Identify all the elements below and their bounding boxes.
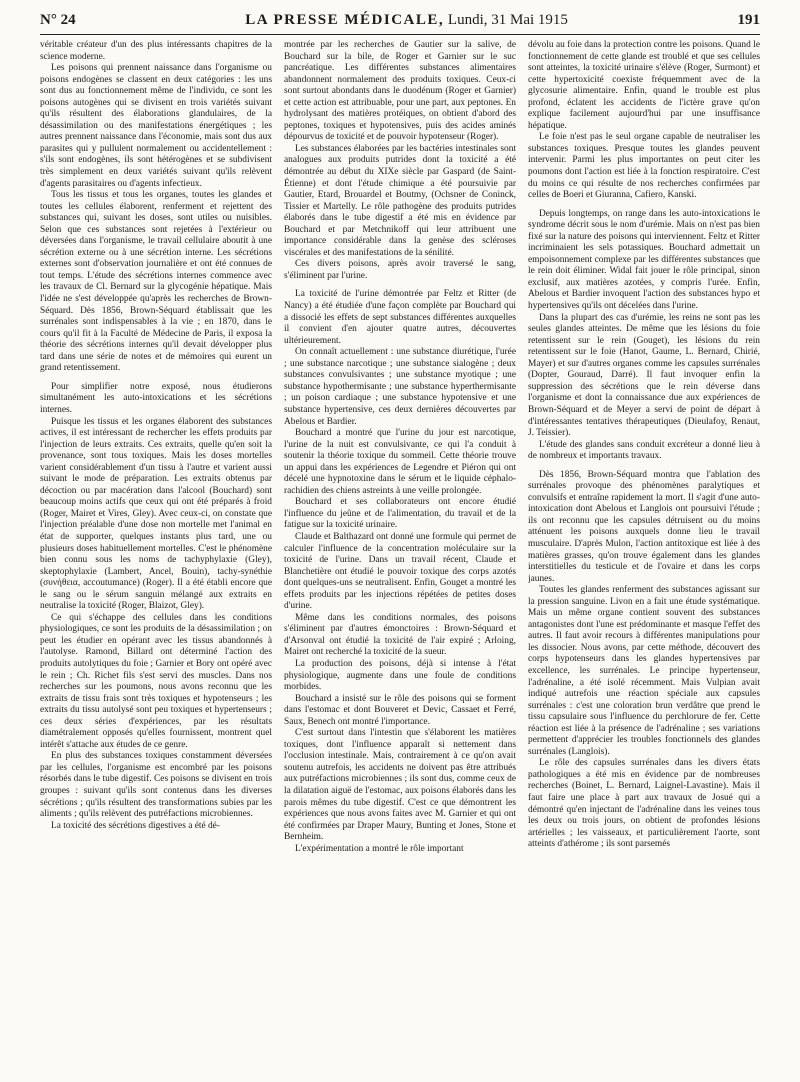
running-title [245,12,568,29]
paragraph: Le rôle des capsules surrénales dans les divers états pathologiques a été mis en évidence par de nombreuses recherches (Boinet, L. Bernard, Laignel-Lavastine). Mais il faut faire une place à part aux travaux de Josué qui a démontré qu'en injectant de l'adrénaline dans les veines tous les deux ou trois jours, on obtient de profondes lésions artérielles ; les vaisseaux, et particulièrement l'aorte, sont atteints d'athérome ; ils sont parsemés [528,758,760,850]
paragraph: L'expérimentation a montré le rôle important [295,843,464,854]
paragraph: Puisque les tissus et les organes élaborent des substances actives, il est intéressant de rechercher les effets produits par l'injection de leurs extraits. Ces extraits, quelle qu'en soit la provenance, sont tous toxiques. Mais les doses mortelles varient considérablement d'un tissu à l'autre et varient aussi suivant le mode de préparation. Les extraits obtenus par décoction ou par macération dans l'alcool (Bouchard) sont beaucoup moins actifs que ceux qui ont été préparés à froid (Roger, Mairet et Vires, Gley). Avec ceux-ci, on constate que l'injection préalable d'une dose non mortelle met l'animal en état de supporter, quelques instants plus tard, une ou plusieurs doses habituellement mortelles. C'est le phénomène bien connu sous les noms de tachyphylaxie (Gley), skeptophylaxie (Lambert, Ancel, Bouin), tachy-synéthie (συνήθεια, accoutumance) (Roger). Il a été établi encore que le sang ou le sérum sanguin mélangé aux extraits en neutralise la toxicité (Roger, Blaizot, Gley). [40,416,272,612]
paragraph: Claude et Balthazard ont donné une formule qui permet de calculer l'influence de la concentration moléculaire sur la toxicité de l'urine. Dans un travail récent, Claude et Blanchetière ont étudié le pouvoir toxique des corps azotés dont quelques-uns se neutralisent. Enfin, Gouget a montré les effets produits par les injections répétées de petites doses d'urine. [284,531,516,612]
issue-number: N° 24 [40,12,76,28]
paragraph: Bouchard a insisté sur le rôle des poisons qui se forment dans l'estomac et dont Bouveret et Devic, Cassaet et Ferré, Saux, Benech ont montré l'importance. [284,693,516,727]
paragraph: Depuis longtemps, on range dans les auto-intoxications le syndrome décrit sous le nom d'urémie. Mais on n'est pas bien fixé sur la nature des poisons qui interviennent. Feltz et Ritter incriminaient les sels potassiques. Bouchard admettait un empoisonnement complexe par les différentes substances que le rein doit éliminer. Widal fait jouer le rôle principal, sinon exclusif, aux matières azotées, y compris l'urée. Enfin, Abelous et Bardier invoquent l'action des substances hypo et hypertensives qu'ils ont décelées dans l'urine. [528,208,760,312]
paragraph: Même dans les conditions normales, des poisons s'éliminent par d'autres émonctoires : Brown-Séquard et d'Arsonval ont étudié la toxicité de l'air expiré ; Arloing, Mairet ont recherché la toxicité de la sueur. [284,612,516,658]
column-3 [528,40,760,1074]
paragraph: montrée par les recherches de Gautier sur la salive, de Bouchard sur la bile, de Roger et Garnier sur le suc pancréatique. Les différentes substances alimentaires abandonnent normalement des produits toxiques. Ceux-ci sont surtout abondants dans le duodénum (Roger et Garnier) et cette action est attribuable, pour une part, aux peptones. En hydrolysant des matières protéiques, on obtient d'abord des peptones, toxiques et hypotensives, puis des acides aminés dépourvus de toxicité et de pouvoir hypotenseur (Roger). [284,40,516,143]
paragraph: La toxicité des sécrétions digestives a été dé- [51,820,220,831]
paragraph: Tous les tissus et tous les organes, toutes les glandes et toutes les cellules élaborent, renferment et rejettent des substances qui, suivant les doses, sont utiles ou nuisibles. Selon que ces substances sont rejetées à l'extérieur ou déversées dans l'organisme, le travail cellulaire aboutit à une sécrétion externe ou à une sécrétion interne. Les sécrétions externes sont d'observation journalière et ont été connues de tout temps. L'étude des sécrétions internes commence avec les travaux de Cl. Bernard sur la glycogénie hépatique. Mais l'idée ne s'est développée qu'après les recherches de Brown-Séquard. Dès 1856, Brown-Séquard établissait que les surrénales sont indispensables à la vie ; en 1870, dans le cours qu'il fit à la Faculté de Médecine de Paris, il exposa la théorie des sécrétions internes qu'il devait développer plus tard dans une série de notes et de mémoires qui eurent un grand retentissement. [40,190,272,374]
paragraph: Bouchard a montré que l'urine du jour est narcotique, l'urine de la nuit est convulsivante, ce qui l'a conduit à soutenir la théorie toxique du sommeil. Cette théorie trouve un appui dans les expériences de Legendre et Piéron qui ont décelé une hypnotoxine dans le sérum et le liquide céphalo-rachidien des chiens astreints à une veille prolongée. [284,428,516,496]
paragraph: Dès 1856, Brown-Séquard montra que l'ablation des surrénales provoque des phénomènes paralytiques et convulsifs et entraîne rapidement la mort. Il s'agit d'une auto-intoxication dont Abelous et Langlois ont poursuivi l'étude ; ils ont reconnu que les capsules détruisent ou du moins atténuent les poisons auxquels donne lieu le travail musculaire. D'après Mulon, l'action antitoxique est liée à des matières grasses, qu'on trouve également dans les glandes interstitielles du testicule et de l'ovaire et dans les corps jaunes. [528,469,760,584]
paragraph: L'étude des glandes sans conduit excréteur a donné lieu à de nombreux et importants travaux. [528,439,760,462]
paragraph: véritable créateur d'un des plus intéressants chapitres de la science moderne. [40,40,272,62]
paragraph: La production des poisons, déjà si intense à l'état physiologique, augmente dans une foule de conditions morbides. [284,658,516,693]
page-number: 191 [737,12,760,28]
paragraph: On connaît actuellement : une substance diurétique, l'urée ; une substance narcotique ; une substance sialogène ; deux substances convulsivantes ; une substance myotique ; une substance hypothermisante ; une substance hyperthermisante ; un poison cardiaque ; une substance hypotensive et une substance hypertensive, ces deux dernières découvertes par Abelous et Bardier. [284,347,516,427]
paragraph: C'est surtout dans l'intestin que s'élaborent les matières toxiques, dont l'influence apparaît si nettement dans l'occlusion intestinale. Mais, contrairement à ce qu'on avait soutenu autrefois, les accidents ne doivent pas être attribués aux putréfactions microbiennes ; ils sont dus, comme ceux de la dilatation aiguë de l'estomac, aux poisons élaborés dans les parois mêmes du tube digestif. C'est ce que démontrent les expériences que nous avons faites avec M. Garnier et qui ont été confirmées par Draper Maury, Bunting et Jones, Stone et Bernheim. [284,728,516,843]
journal-name: LA PRESSE MÉDICALE, [245,12,445,28]
paragraph: Toutes les glandes renferment des substances agissant sur la pression sanguine. Livon en a fait une étude systématique. Mais un même organe contient souvent des substances antagonistes dont l'une est prédominante et masque l'effet des autres. Il faut avoir recours à différentes manipulations pour les dissocier. Nous avons, par cette méthode, découvert des corps hypotenseurs dans les glandes hypertensives par excellence, les surrénales. Le principe hypertenseur, l'adrénaline, a été isolé récemment. Mais Vulpian avait indiqué autrefois une réaction spéciale aux capsules surrénales : c'est une coloration brun verdâtre que prend le tissu capsulaire sous l'influence du perchlorure de fer. Cette réaction est liée à la présence de l'adrénaline ; ses variations permettent d'apprécier les troubles fonctionnels des glandes surrénales (Langlois). [528,585,760,757]
paragraph: Pour simplifier notre exposé, nous étudierons simultanément les auto-intoxications et les sécrétions internes. [40,381,272,415]
paragraph: La toxicité de l'urine démontrée par Feltz et Ritter (de Nancy) a été étudiée d'une façon complète par Bouchard qui a dissocié les effets de sept substances différentes auxquelles il convient d'en ajouter quatre autres, découvertes ultérieurement. [284,289,516,346]
column-2 [284,40,516,1074]
paragraph: Ces divers poisons, après avoir traversé le sang, s'éliminent par l'urine. [284,259,516,281]
column-1 [40,40,272,1074]
issue-date: Lundi, 31 Mai 1915 [447,12,568,28]
paragraph: En plus des substances toxiques constamment déversées par les cellules, l'organisme est encombré par les poisons résorbés dans le tube digestif. Ces poisons se divisent en trois groupes : suivant qu'ils sont contenus dans les diverses sécrétions ; qu'ils résultent des transformations subies par les aliments ; qu'ils relèvent des putréfactions microbiennes. [40,751,272,820]
paragraph: Bouchard et ses collaborateurs ont encore étudié l'influence du jeûne et de l'alimentation, du travail et de la fatigue sur la toxicité urinaire. [284,497,516,531]
paragraph: Les poisons qui prennent naissance dans l'organisme ou poisons endogènes se classent en deux catégories : les uns sont dus au fonctionnement même de l'individu, ce sont les poisons autogènes qui se divisent en trois variétés suivant qu'ils résultent des élaborations glandulaires, de la désassimilation ou des manifestations énergétiques ; les autres prennent naissance dans l'économie, mais sont dus aux parasites qui y pullulent normalement ou accidentellement : s'ils sont endogènes, ils sont hétérogènes et se subdivisent très simplement en deux variétés suivant qu'ils relèvent d'agents parasitaires ou d'agents infectieux. [40,63,272,189]
header-rule [40,34,760,35]
paragraph: Dans la plupart des cas d'urémie, les reins ne sont pas les seules glandes atteintes. De même que les lésions du foie retentissent sur le rein (Gouget), les lésions du rein retentissent sur le foie (Hanot, Gaume, L. Bernard, Chirié, Mayer) et sur d'autres organes comme les capsules surrénales (Dopter, Gouraud, Darré). Il faut invoquer enfin la suppression des sécrétions que le rein déverse dans l'organisme et dont la connaissance due aux expériences de Brown-Séquard et de Meyer a servi de point de départ à d'intéressantes tentatives thérapeutiques (Dieulafoy, Renaut, J. Teissier). [528,312,760,439]
paragraph: Le foie n'est pas le seul organe capable de neutraliser les substances toxiques. Presque toutes les glandes peuvent intervenir. Parmi les plus importantes on peut citer les poumons dont l'action est liée à la fonction respiratoire. C'est du moins ce qui résulte de nos recherches confirmées par celles de Boeri et Giuranna, Cafiero, Kanski. [528,132,760,201]
paragraph: dévolu au foie dans la protection contre les poisons. Quand le fonctionnement de cette glande est troublé et que ses cellules sont atteintes, la toxicité urinaire s'élève (Roger, Surmont) et cette hypertoxicité coexiste fréquemment avec de la glycosurie alimentaire. Enfin, quand le trouble est plus profond, éclatent les accidents de l'ictère grave qu'on explique facilement aujourd'hui par une insuffisance hépatique. [528,40,760,131]
paragraph: Les substances élaborées par les bactéries intestinales sont analogues aux produits putrides dont la toxicité a été démontrée au début du XIXe siècle par Gaspard (de Saint-Étienne) et dont l'étude chimique a été poursuivie par Gautier, Etard, Brouardel et Boutmy, (Ochsner de Coninck, Tissier et Martelly. Le rôle pathogène des produits putrides élaborés dans le tube digestif a été mis en évidence par Bouchard et par Metchnikoff qui leur attribuent une importance considérable dans la genèse des scléroses viscérales et des manifestations de la sénilité. [284,143,516,258]
article-body [40,40,760,1074]
paragraph: Ce qui s'échappe des cellules dans les conditions physiologiques, ce sont les produits de la désassimilation ; on peut les étudier en opérant avec les tissus abandonnés à l'autolyse. Ramond, Billard ont déterminé l'action des produits autolytiques du foie ; Garnier et Bory ont opéré avec le rein ; Ch. Richet fils s'est servi des muscles. Dans nos recherches sur les poumons, nous avons reconnu que les extraits de tissu frais sont très toxiques et hypotenseurs ; les extraits du tissu autolysé sont peu toxiques et hypertenseurs ; ces deux séries d'expériences, par les résultats diamétralement opposés qu'elles fournissent, montrent quel intérêt s'attache aux études de ce genre. [40,612,272,750]
